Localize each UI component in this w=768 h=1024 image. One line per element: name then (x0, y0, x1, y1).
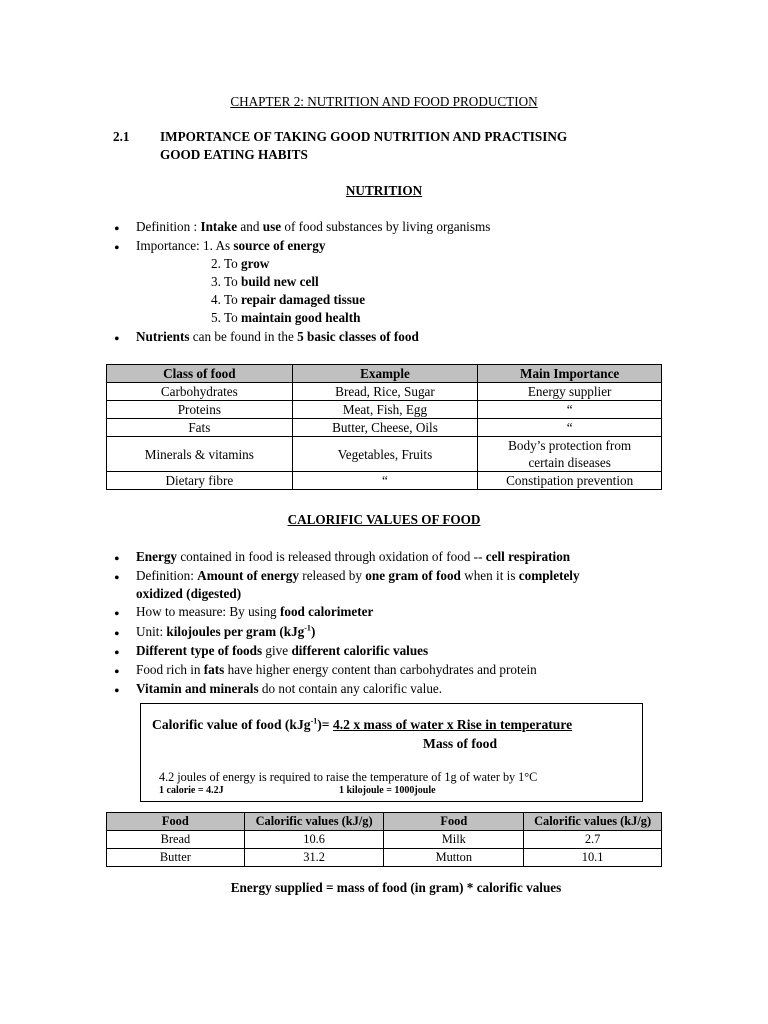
formula-denominator: Mass of food (423, 736, 498, 751)
table-cell: Carbohydrates (107, 383, 293, 401)
table-header-cell: Class of food (107, 365, 293, 383)
vitamin-line: Vitamin and minerals do not contain any calorific value. (136, 681, 443, 696)
table-header-cell: Main Importance (478, 365, 662, 383)
table-cell: Mutton (384, 849, 524, 867)
table-cell: “ (478, 401, 662, 419)
table-header-cell: Food (384, 813, 524, 831)
section-title-line1: IMPORTANCE OF TAKING GOOD NUTRITION AND PRACTISING (160, 129, 568, 144)
bullet-icon (114, 631, 122, 639)
table-cell: Dietary fibre (107, 472, 293, 490)
formula-note: 4.2 joules of energy is required to raise the temperature of 1g of water by 1°C (159, 770, 538, 784)
table-cell: Fats (107, 419, 293, 437)
table-cell: 31.2 (244, 849, 384, 867)
table-row (107, 437, 662, 472)
definition-energy-line: Definition: Amount of energy released by one gram of food when it is completely (136, 568, 580, 583)
unit-line: Unit: kilojoules per gram (kJg$^{-1}$) (136, 623, 316, 639)
table-cell: Meat, Fish, Egg (292, 401, 478, 419)
calorific-heading: CALORIFIC VALUES OF FOOD (287, 512, 481, 527)
bullet-icon (114, 226, 122, 234)
energy-supplied-formula: Energy supplied = mass of food (in gram) * calorific values (230, 880, 562, 895)
formula-lhs: Calorific value of food (kJg$^{-1}$)= 4.2 x mass of water x Rise in temperature (152, 716, 573, 732)
table-row (107, 472, 662, 490)
types-line: Different type of foods give different calorific values (136, 643, 429, 658)
table-cell: Butter, Cheese, Oils (292, 419, 478, 437)
table-header-row (107, 813, 662, 831)
table-cell: Energy supplier (478, 383, 662, 401)
calorific-values-table (106, 812, 662, 867)
classes-table (106, 364, 662, 490)
section-title-line2: GOOD EATING HABITS (160, 147, 308, 162)
table-cell: Milk (384, 831, 524, 849)
table-row (107, 383, 662, 401)
importance-item: 3. To build new cell (211, 274, 319, 289)
table-row (107, 401, 662, 419)
table-cell: Vegetables, Fruits (292, 437, 478, 472)
table-cell: 10.1 (524, 849, 662, 867)
importance-item: 5. To maintain good health (211, 310, 361, 325)
table-cell: 10.6 (244, 831, 384, 849)
definition-line: Definition : Intake and use of food substances by living organisms (136, 219, 491, 234)
table-cell: Body’s protection from certain diseases (478, 437, 662, 472)
nutrients-line: Nutrients can be found in the 5 basic classes of food (136, 329, 419, 344)
table-row (107, 831, 662, 849)
importance-item: 4. To repair damaged tissue (211, 292, 366, 307)
nutrition-heading: NUTRITION (345, 183, 423, 198)
table-cell: “ (292, 472, 478, 490)
section-number: 2.1 (113, 129, 130, 144)
bullet-icon (114, 650, 122, 658)
importance-line: Importance: 1. As source of energy (136, 238, 326, 253)
formula-box (140, 703, 643, 802)
bullet-icon (114, 336, 122, 344)
table-cell: Minerals & vitamins (107, 437, 293, 472)
bullet-icon (114, 669, 122, 677)
chapter-title: CHAPTER 2: NUTRITION AND FOOD PRODUCTION (230, 94, 538, 109)
table-cell: Bread, Rice, Sugar (292, 383, 478, 401)
formula-numerator: 4.2 x mass of water x Rise in temperature (332, 717, 573, 732)
table-cell: Constipation prevention (478, 472, 662, 490)
calorie-conversion: 1 calorie = 4.2J (159, 785, 224, 796)
bullet-icon (114, 611, 122, 619)
table-cell: “ (478, 419, 662, 437)
table-header-cell: Food (107, 813, 245, 831)
bullet-icon (114, 556, 122, 564)
definition-energy-line-cont: oxidized (digested) (136, 586, 242, 601)
table-cell: 2.7 (524, 831, 662, 849)
table-row (107, 419, 662, 437)
table-cell: Proteins (107, 401, 293, 419)
table-header-row (107, 365, 662, 383)
bullet-icon (114, 688, 122, 696)
table-cell: Bread (107, 831, 245, 849)
kilojoule-conversion: 1 kilojoule = 1000joule (339, 785, 436, 796)
bullet-icon (114, 245, 122, 253)
table-header-cell: Example (292, 365, 478, 383)
measure-line: How to measure: By using food calorimeter (136, 604, 374, 619)
importance-item: 2. To grow (211, 256, 270, 271)
energy-line: Energy contained in food is released through oxidation of food -- cell respiration (136, 549, 571, 564)
table-row (107, 849, 662, 867)
table-header-cell: Calorific values (kJ/g) (524, 813, 662, 831)
fats-line: Food rich in fats have higher energy content than carbohydrates and protein (136, 662, 537, 677)
table-header-cell: Calorific values (kJ/g) (244, 813, 384, 831)
bullet-icon (114, 575, 122, 583)
table-cell: Butter (107, 849, 245, 867)
